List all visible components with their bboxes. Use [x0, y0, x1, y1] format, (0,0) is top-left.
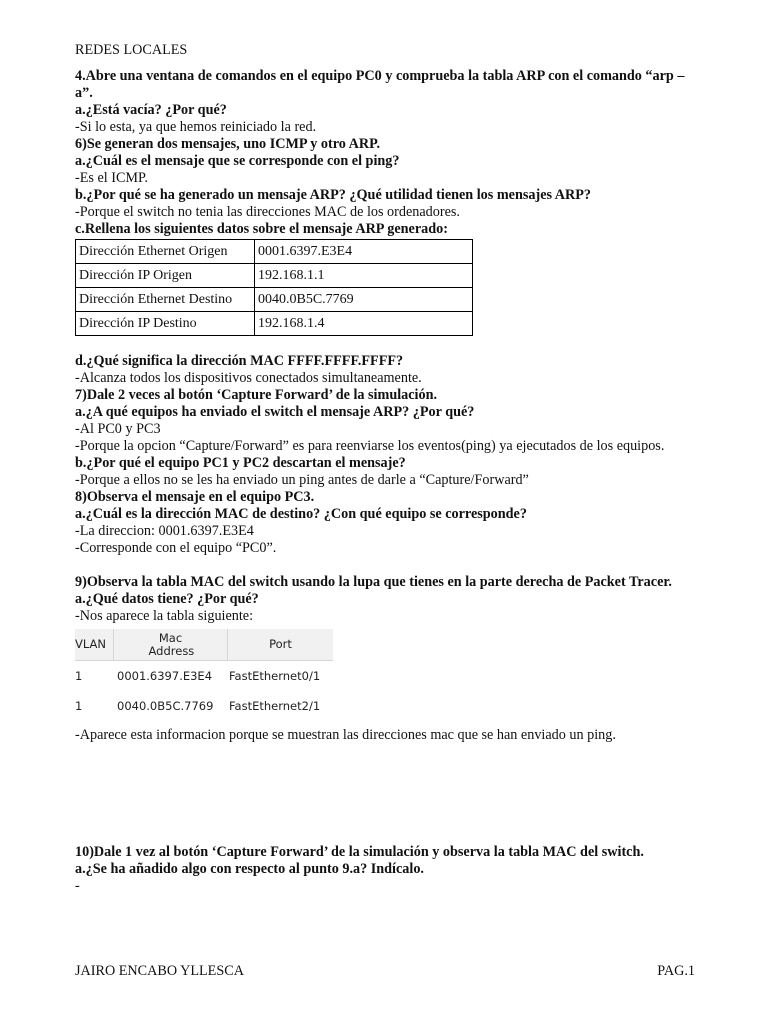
arp-field-label: Dirección IP Destino	[76, 312, 255, 336]
page-header: REDES LOCALES	[75, 42, 188, 58]
mac-col-address: Mac Address	[113, 629, 227, 660]
q7-a-question: a.¿A qué equipos ha enviado el switch el mensaje ARP? ¿Por qué?	[75, 404, 475, 420]
arp-field-value: 0040.0B5C.7769	[255, 288, 473, 312]
table-row	[76, 264, 473, 288]
q7-b-answer: -Porque a ellos no se les ha enviado un ping antes de darle a “Capture/Forward”	[75, 472, 529, 488]
q9-a-question: a.¿Qué datos tiene? ¿Por qué?	[75, 591, 259, 607]
q9-explanation: -Aparece esta informacion porque se muestran las direcciones mac que se han enviado un ping.	[75, 727, 616, 743]
q6-b-answer: -Porque el switch no tenia las direcciones MAC de los ordenadores.	[75, 204, 460, 220]
q7-b-question: b.¿Por qué el equipo PC1 y PC2 descartan el mensaje?	[75, 455, 406, 471]
table-row	[75, 691, 333, 721]
arp-field-value: 0001.6397.E3E4	[255, 240, 473, 264]
mac-address: 0001.6397.E3E4	[117, 669, 213, 683]
page-footer	[75, 963, 695, 980]
arp-field-label: Dirección Ethernet Destino	[76, 288, 255, 312]
q4-heading: 4.Abre una ventana de comandos en el equipo PC0 y comprueba la tabla ARP con el comando “arp –a”.	[75, 68, 685, 101]
q6-c-question: c.Rellena los siguientes datos sobre el mensaje ARP generado:	[75, 221, 448, 237]
mac-table-screenshot	[75, 629, 333, 721]
q4-a-answer: -Si lo esta, ya que hemos reiniciado la red.	[75, 119, 317, 135]
document-body	[75, 42, 700, 895]
mac-port: FastEthernet0/1	[229, 669, 321, 683]
q8-a-question: a.¿Cuál es la dirección MAC de destino? ¿Con qué equipo se corresponde?	[75, 506, 527, 522]
mac-col-port: Port	[227, 629, 333, 660]
q7-a-answer-1: -Al PC0 y PC3	[75, 421, 161, 437]
q6-d-answer: -Alcanza todos los dispositivos conectados simultaneamente.	[75, 370, 422, 386]
q9-heading: 9)Observa la tabla MAC del switch usando la lupa que tienes en la parte derecha de Packet Tracer.	[75, 574, 672, 590]
table-row	[76, 240, 473, 264]
q6-a-answer: -Es el ICMP.	[75, 170, 148, 186]
q10-a-question: a.¿Se ha añadido algo con respecto al punto 9.a? Indícalo.	[75, 861, 424, 877]
mac-port: FastEthernet2/1	[229, 699, 321, 713]
arp-field-label: Dirección Ethernet Origen	[76, 240, 255, 264]
mac-vlan: 1	[75, 699, 83, 713]
q9-a-answer: -Nos aparece la tabla siguiente:	[75, 608, 254, 624]
footer-author: JAIRO ENCABO YLLESCA	[75, 963, 244, 979]
arp-field-label: Dirección IP Origen	[76, 264, 255, 288]
q4-a-question: a.¿Está vacía? ¿Por qué?	[75, 102, 227, 118]
q6-heading: 6)Se generan dos mensajes, uno ICMP y otro ARP.	[75, 136, 381, 152]
q6-a-question: a.¿Cuál es el mensaje que se corresponde con el ping?	[75, 153, 400, 169]
q7-heading: 7)Dale 2 veces al botón ‘Capture Forward’ de la simulación.	[75, 387, 438, 403]
mac-vlan: 1	[75, 669, 83, 683]
q10-heading: 10)Dale 1 vez al botón ‘Capture Forward’ de la simulación y observa la tabla MAC del switch.	[75, 844, 644, 860]
mac-address: 0040.0B5C.7769	[117, 699, 214, 713]
mac-table-header	[75, 629, 333, 661]
arp-table	[75, 239, 473, 336]
q7-a-answer-2: -Porque la opcion “Capture/Forward” es para reenviarse los eventos(ping) ya ejecutados de los equipos.	[75, 438, 665, 454]
table-row	[76, 288, 473, 312]
q10-a-answer: -	[75, 878, 80, 894]
table-row	[75, 661, 333, 691]
footer-page-number: PAG.1	[657, 963, 695, 979]
q6-d-question: d.¿Qué significa la dirección MAC FFFF.FFFF.FFFF?	[75, 353, 404, 369]
q6-b-question: b.¿Por qué se ha generado un mensaje ARP? ¿Qué utilidad tienen los mensajes ARP?	[75, 187, 592, 203]
q8-a-answer-1: -La direccion: 0001.6397.E3E4	[75, 523, 254, 539]
arp-field-value: 192.168.1.1	[255, 264, 473, 288]
q8-a-answer-2: -Corresponde con el equipo “PC0”.	[75, 540, 277, 556]
table-row	[76, 312, 473, 336]
arp-field-value: 192.168.1.4	[255, 312, 473, 336]
mac-col-vlan: VLAN	[75, 637, 107, 651]
q8-heading: 8)Observa el mensaje en el equipo PC3.	[75, 489, 315, 505]
